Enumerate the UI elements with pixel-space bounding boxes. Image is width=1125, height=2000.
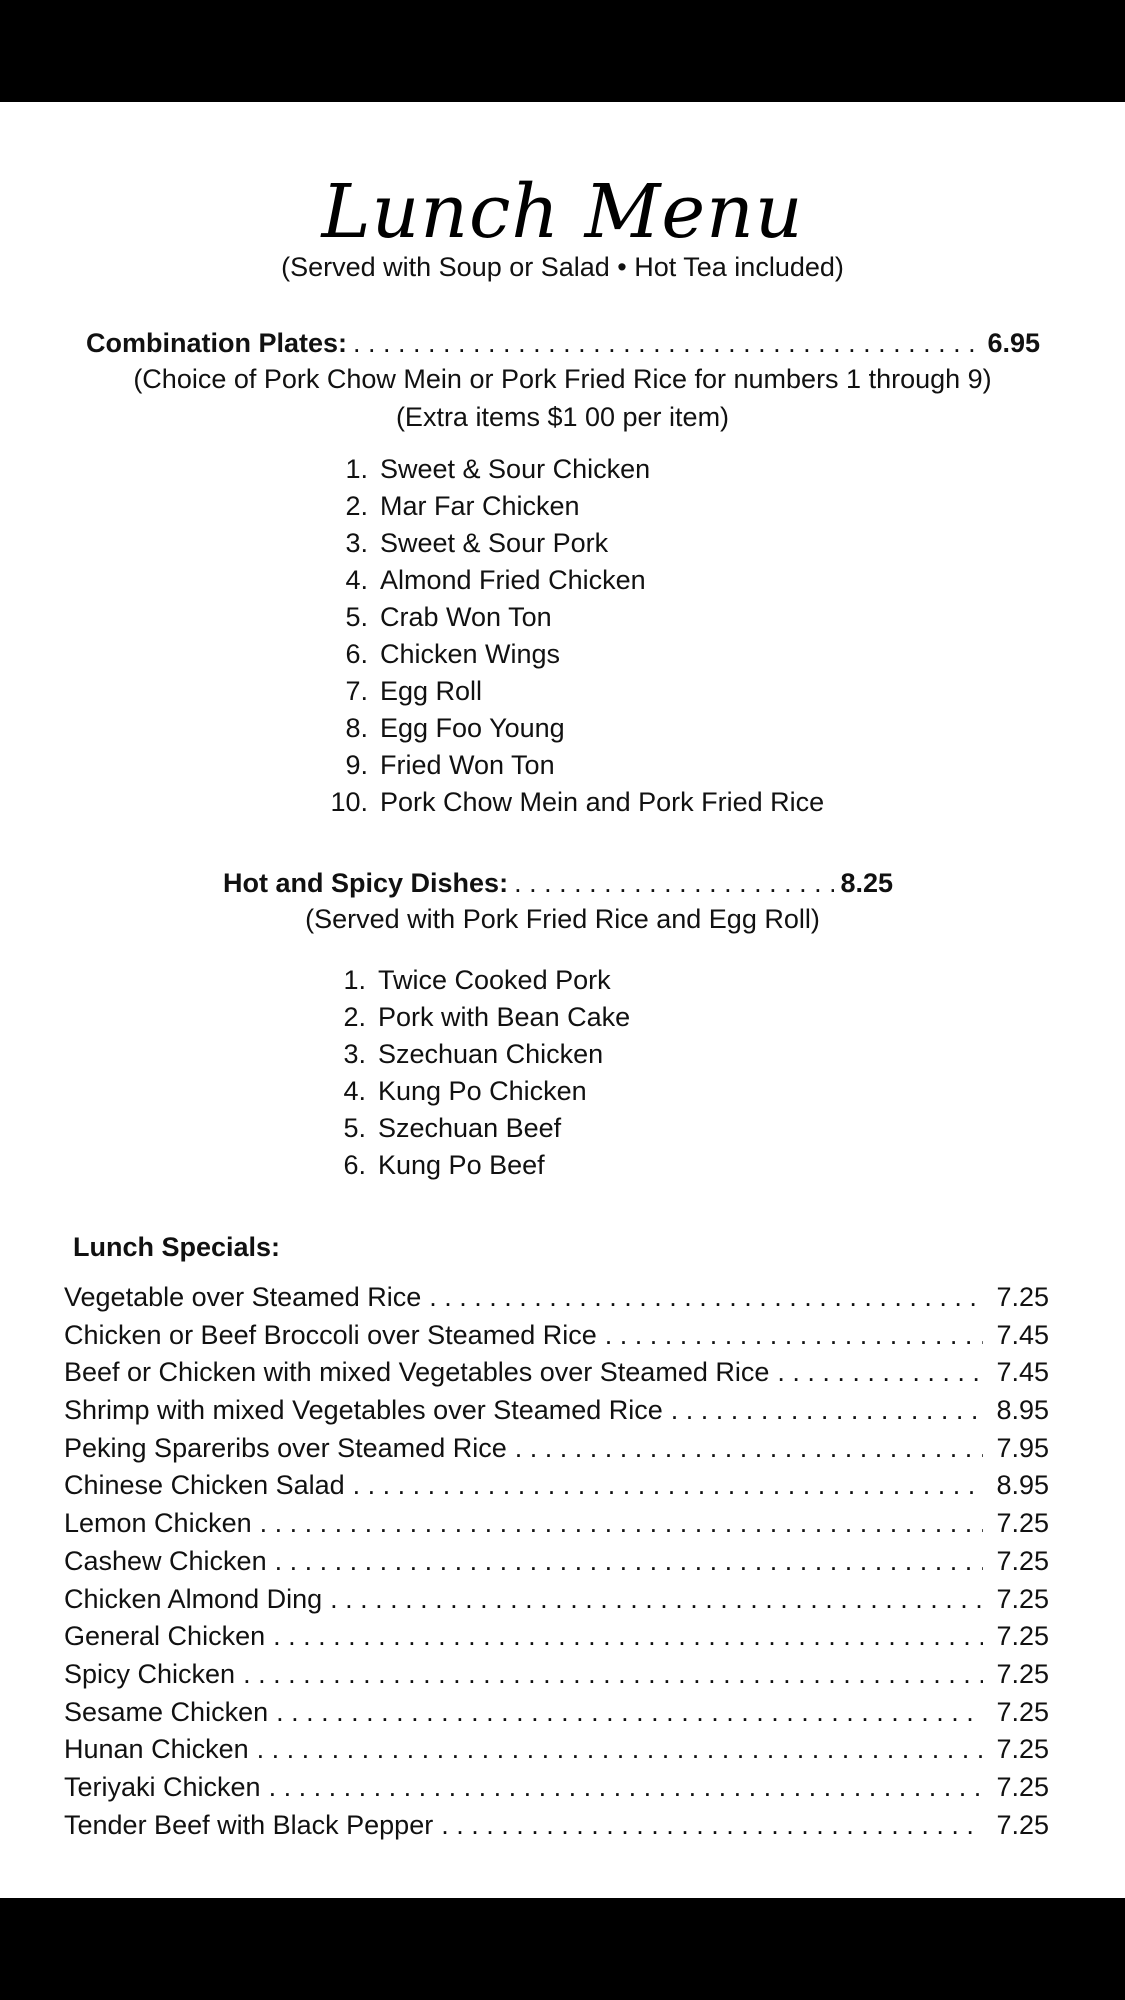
special-item: [64, 1279, 1049, 1317]
hot-spicy-price: 8.25: [840, 868, 893, 898]
leader-dots: [273, 1618, 983, 1656]
menu-item: [322, 962, 630, 999]
item-name: Sweet & Sour Chicken: [380, 454, 651, 484]
menu-subtitle: (Served with Soup or Salad • Hot Tea included): [281, 252, 844, 282]
item-number: 4.: [345, 565, 368, 595]
item-name: Crab Won Ton: [380, 602, 552, 632]
bottom-letterbox-bar: [0, 1898, 1125, 2000]
special-price: 7.25: [996, 1809, 1049, 1840]
item-name: Kung Po Chicken: [378, 1076, 587, 1106]
special-name: Shrimp with mixed Vegetables over Steamed Rice: [64, 1395, 663, 1426]
item-name: Szechuan Chicken: [378, 1039, 604, 1069]
special-price: 7.25: [996, 1658, 1049, 1689]
leader-dots: [243, 1656, 983, 1694]
item-number: 4.: [343, 1076, 366, 1106]
special-price: 7.95: [996, 1432, 1049, 1463]
item-number: 1.: [345, 454, 368, 484]
item-number: 2.: [345, 491, 368, 521]
leader-dots: [353, 1467, 983, 1505]
item-name: Mar Far Chicken: [380, 491, 580, 521]
item-number: 2.: [343, 1002, 366, 1032]
item-number: 1.: [343, 965, 366, 995]
item-number: 3.: [343, 1039, 366, 1069]
leader-dots: [269, 1769, 983, 1807]
special-name: Hunan Chicken: [64, 1734, 249, 1765]
special-name: Peking Spareribs over Steamed Rice: [64, 1432, 507, 1463]
leader-dots: [330, 1581, 983, 1619]
special-price: 8.95: [996, 1470, 1049, 1501]
hot-spicy-note: (Served with Pork Fried Rice and Egg Roll): [305, 904, 820, 934]
special-price: 7.25: [996, 1583, 1049, 1614]
special-item: [64, 1505, 1049, 1543]
special-price: 7.45: [996, 1319, 1049, 1350]
special-price: 7.25: [996, 1771, 1049, 1802]
special-price: 7.25: [996, 1282, 1049, 1312]
specials-heading: Lunch Specials:: [73, 1232, 281, 1262]
item-name: Fried Won Ton: [380, 750, 555, 780]
menu-item: [324, 784, 824, 821]
menu-item: [322, 1147, 630, 1184]
top-letterbox-bar: [0, 0, 1125, 102]
special-item: [64, 1430, 1049, 1468]
item-name: Chicken Wings: [380, 639, 561, 669]
special-name: Cashew Chicken: [64, 1545, 267, 1576]
special-name: Beef or Chicken with mixed Vegetables over Steamed Rice: [64, 1357, 770, 1388]
item-number: 10.: [330, 787, 368, 817]
item-name: Egg Roll: [380, 676, 483, 706]
hot-spicy-header: [223, 866, 893, 900]
special-item: [64, 1543, 1049, 1581]
menu-item: [322, 1073, 630, 1110]
special-price: 8.95: [996, 1395, 1049, 1426]
menu-item: [324, 562, 824, 599]
item-name: Twice Cooked Pork: [378, 965, 611, 995]
special-item: [64, 1581, 1049, 1619]
menu-item: [324, 636, 824, 673]
menu-item: [324, 710, 824, 747]
special-price: 7.45: [996, 1357, 1049, 1388]
special-item: [64, 1392, 1049, 1430]
special-item: [64, 1807, 1049, 1845]
leader-dots: [515, 1430, 983, 1468]
leader-dots: [671, 1392, 983, 1430]
combination-note-choice: (Choice of Pork Chow Mein or Pork Fried Rice for numbers 1 through 9): [133, 364, 992, 394]
leader-dots: [275, 1543, 983, 1581]
special-name: General Chicken: [64, 1621, 266, 1652]
menu-item: [324, 599, 824, 636]
item-number: 7.: [345, 676, 368, 706]
special-price: 7.25: [996, 1545, 1049, 1576]
item-name: Sweet & Sour Pork: [380, 528, 609, 558]
special-name: Tender Beef with Black Pepper: [64, 1809, 434, 1840]
leader-dots: [353, 326, 981, 360]
hot-spicy-list: [322, 962, 630, 1184]
special-name: Lemon Chicken: [64, 1508, 252, 1539]
item-name: Egg Foo Young: [380, 713, 565, 743]
item-number: 8.: [345, 713, 368, 743]
special-name: Teriyaki Chicken: [64, 1771, 261, 1802]
combination-header: [86, 326, 1040, 360]
special-price: 7.25: [996, 1734, 1049, 1765]
menu-item: [324, 488, 824, 525]
item-number: 6.: [345, 639, 368, 669]
leader-dots: [514, 866, 834, 900]
menu-item: [322, 1110, 630, 1147]
special-price: 7.25: [996, 1621, 1049, 1652]
special-name: Sesame Chicken: [64, 1696, 269, 1727]
combination-heading: Combination Plates:: [86, 328, 348, 358]
special-item: [64, 1769, 1049, 1807]
leader-dots: [257, 1731, 983, 1769]
menu-item: [324, 525, 824, 562]
special-price: 7.25: [996, 1508, 1049, 1539]
item-name: Pork Chow Mein and Pork Fried Rice: [380, 787, 825, 817]
combination-list: [324, 451, 824, 821]
special-item: [64, 1317, 1049, 1355]
leader-dots: [777, 1354, 983, 1392]
menu-item: [324, 673, 824, 710]
special-item: [64, 1731, 1049, 1769]
menu-title: Lunch Menu: [321, 169, 804, 255]
special-item: [64, 1354, 1049, 1392]
menu-item: [322, 999, 630, 1036]
special-name: Spicy Chicken: [64, 1658, 236, 1689]
specials-list: [64, 1279, 1049, 1844]
leader-dots: [260, 1505, 983, 1543]
item-number: 5.: [345, 602, 368, 632]
special-item: [64, 1618, 1049, 1656]
hot-spicy-heading: Hot and Spicy Dishes:: [223, 868, 509, 898]
special-price: 7.25: [996, 1696, 1049, 1727]
item-name: Kung Po Beef: [378, 1150, 545, 1180]
menu-page: [0, 102, 1125, 1898]
item-number: 3.: [345, 528, 368, 558]
leader-dots: [605, 1317, 983, 1355]
item-number: 9.: [345, 750, 368, 780]
special-name: Chinese Chicken Salad: [64, 1470, 345, 1501]
special-item: [64, 1656, 1049, 1694]
item-name: Almond Fried Chicken: [380, 565, 646, 595]
item-number: 5.: [343, 1113, 366, 1143]
item-number: 6.: [343, 1150, 366, 1180]
special-name: Vegetable over Steamed Rice: [64, 1282, 422, 1312]
combination-price: 6.95: [987, 328, 1040, 358]
special-name: Chicken or Beef Broccoli over Steamed Rice: [64, 1319, 597, 1350]
menu-item: [324, 451, 824, 488]
menu-item: [322, 1036, 630, 1073]
special-item: [64, 1694, 1049, 1732]
leader-dots: [276, 1694, 983, 1732]
leader-dots: [441, 1807, 983, 1845]
item-name: Pork with Bean Cake: [378, 1002, 631, 1032]
leader-dots: [429, 1279, 983, 1317]
combination-note-extra: (Extra items $1 00 per item): [395, 402, 730, 432]
menu-item: [324, 747, 824, 784]
special-item: [64, 1467, 1049, 1505]
special-name: Chicken Almond Ding: [64, 1583, 323, 1614]
item-name: Szechuan Beef: [378, 1113, 562, 1143]
